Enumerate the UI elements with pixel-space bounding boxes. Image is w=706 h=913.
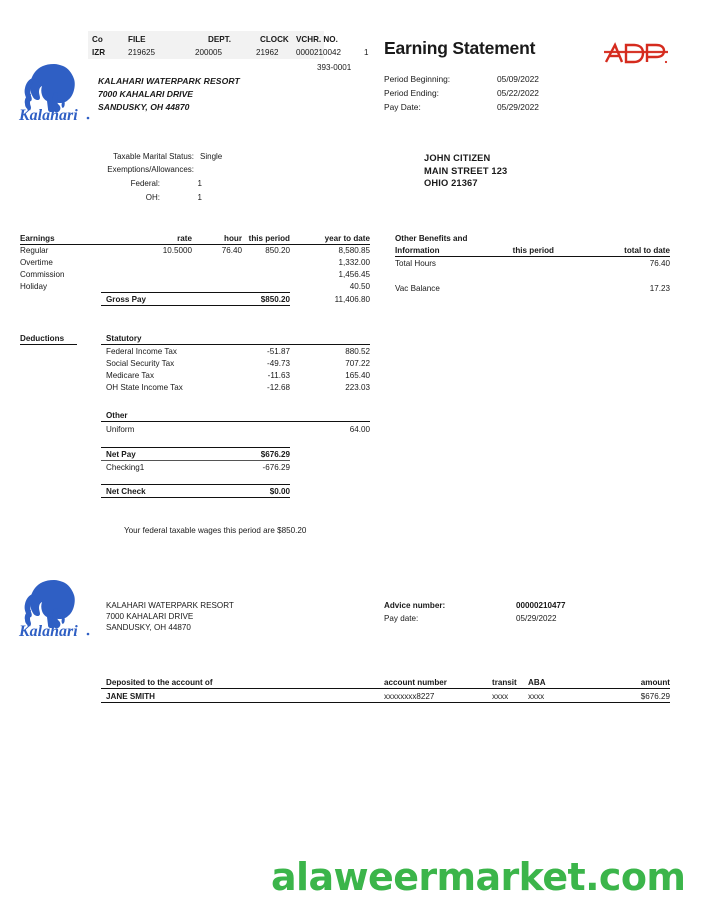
page-title: Earning Statement bbox=[384, 38, 536, 58]
employee-city-zip: OHIO 21367 bbox=[424, 178, 478, 189]
net-check-label: Net Check bbox=[106, 487, 146, 496]
earnings-row-name: Overtime bbox=[20, 258, 53, 267]
net-check-value: $0.00 bbox=[269, 487, 290, 496]
net-pay-bottom-rule bbox=[101, 460, 290, 461]
deposit-header-aba: ABA bbox=[528, 678, 546, 687]
net-pay-top-rule bbox=[101, 447, 290, 448]
earnings-header-rate: rate bbox=[177, 234, 192, 243]
deposit-header-rule bbox=[101, 688, 670, 689]
deduction-row-this-period: -51.87 bbox=[267, 347, 290, 356]
adp-logo bbox=[602, 40, 670, 68]
id-band-header-co: Co bbox=[92, 35, 103, 44]
other-benefits-header-total-to-date: total to date bbox=[624, 246, 670, 255]
kalahari-logo bbox=[18, 62, 92, 124]
other-deductions-rule bbox=[101, 421, 370, 422]
earnings-row-name: Commission bbox=[20, 270, 65, 279]
gross-pay-top-rule bbox=[101, 292, 290, 293]
id-band-value-clock: 21962 bbox=[256, 48, 279, 57]
deposit-header-amount: amount bbox=[640, 678, 670, 687]
deduction-row-name: OH State Income Tax bbox=[106, 383, 183, 392]
checking-label: Checking1 bbox=[106, 463, 145, 472]
deduction-row-this-period: -49.73 bbox=[267, 359, 290, 368]
earnings-header-label: Earnings bbox=[20, 234, 55, 243]
deposit-header-account-of: Deposited to the account of bbox=[106, 678, 213, 687]
period-beginning-value: 05/09/2022 bbox=[497, 74, 539, 84]
gross-pay-ytd: 11,406.80 bbox=[334, 295, 370, 304]
exemption-oh-label: OH: bbox=[145, 193, 160, 202]
earnings-row-name: Regular bbox=[20, 246, 49, 255]
earnings-header-year-to-date: year to date bbox=[324, 234, 370, 243]
other-benefits-header-this-period: this period bbox=[512, 246, 554, 255]
earnings-row-rate: 10.5000 bbox=[162, 246, 192, 255]
net-pay-value: $676.29 bbox=[260, 450, 290, 459]
taxable-marital-status-value: Single bbox=[200, 152, 223, 161]
deduction-row-ytd: 880.52 bbox=[345, 347, 370, 356]
period-ending-value: 05/22/2022 bbox=[497, 88, 539, 98]
voucher-company-city-state-zip: SANDUSKY, OH 44870 bbox=[106, 623, 191, 632]
deduction-row-name: Federal Income Tax bbox=[106, 347, 177, 356]
gross-pay-this-period: $850.20 bbox=[260, 295, 290, 304]
deposit-bottom-rule bbox=[101, 702, 670, 703]
id-band-value-file: 219625 bbox=[128, 48, 156, 57]
earnings-header-hour: hour bbox=[224, 234, 242, 243]
employee-address-block bbox=[424, 152, 507, 190]
checking-value: -676.29 bbox=[262, 463, 290, 472]
net-pay-label: Net Pay bbox=[106, 450, 136, 459]
earnings-row-name: Holiday bbox=[20, 282, 47, 291]
deduction-row-this-period: -12.68 bbox=[267, 383, 290, 392]
deduction-row-ytd: 165.40 bbox=[345, 371, 370, 380]
exemption-oh-value: 1 bbox=[197, 193, 202, 202]
exemption-federal-label: Federal: bbox=[130, 179, 160, 188]
deduction-row-name: Social Security Tax bbox=[106, 359, 175, 368]
id-band-header-file: FILE bbox=[128, 35, 146, 44]
voucher-company-name: KALAHARI WATERPARK RESORT bbox=[106, 601, 234, 610]
id-band-value-dept: 200005 bbox=[195, 48, 223, 57]
company-street: 7000 KAHALARI DRIVE bbox=[98, 89, 194, 99]
pay-date-value: 05/29/2022 bbox=[497, 102, 539, 112]
deduction-row-ytd: 707.22 bbox=[345, 359, 370, 368]
other-benefits-title-line2: Information bbox=[395, 246, 440, 255]
id-band-value-co: IZR bbox=[92, 48, 106, 57]
exemption-federal-value: 1 bbox=[197, 179, 202, 188]
employee-name: JOHN CITIZEN bbox=[424, 153, 491, 163]
gross-pay-bottom-rule bbox=[101, 305, 290, 306]
earnings-header-this-period: this period bbox=[248, 234, 290, 243]
period-beginning-label: Period Beginning: bbox=[384, 74, 451, 84]
id-band-header-clock: CLOCK bbox=[260, 35, 289, 44]
voucher-company-street: 7000 KAHALARI DRIVE bbox=[106, 612, 194, 621]
deposit-row-transit: xxxx bbox=[492, 692, 509, 701]
voucher-pay-date-value: 05/29/2022 bbox=[516, 614, 557, 623]
earnings-row-ytd: 8,580.85 bbox=[338, 246, 370, 255]
company-city-state-zip: SANDUSKY, OH 44870 bbox=[98, 102, 190, 112]
earnings-row-ytd: 40.50 bbox=[349, 282, 370, 291]
other-benefits-row-name: Vac Balance bbox=[395, 284, 440, 293]
statutory-header: Statutory bbox=[106, 334, 142, 343]
other-benefits-row-total: 17.23 bbox=[649, 284, 670, 293]
svg-text:Kalahari: Kalahari bbox=[19, 107, 78, 124]
id-band-header-vchr-no: VCHR. NO. bbox=[296, 35, 338, 44]
other-deduction-row-name: Uniform bbox=[106, 425, 135, 434]
other-benefits-title-line1: Other Benefits and bbox=[395, 234, 468, 243]
gross-pay-label: Gross Pay bbox=[106, 295, 147, 304]
other-benefits-row-total: 76.40 bbox=[649, 259, 670, 268]
deduction-row-ytd: 223.03 bbox=[345, 383, 370, 392]
deposit-row-aba: xxxx bbox=[528, 692, 545, 701]
advice-number-value: 00000210477 bbox=[516, 601, 566, 610]
deductions-header: Deductions bbox=[20, 334, 65, 343]
other-benefits-header-rule bbox=[395, 256, 670, 257]
other-deductions-header: Other bbox=[106, 411, 128, 420]
federal-taxable-wages-note: Your federal taxable wages this period are $850.20 bbox=[124, 526, 307, 535]
deposit-row-account-number: xxxxxxxx8227 bbox=[384, 692, 435, 701]
taxable-marital-status-label: Taxable Marital Status: bbox=[113, 152, 194, 161]
id-band-value-seq: 1 bbox=[364, 48, 369, 57]
deposit-header-transit: transit bbox=[492, 678, 517, 687]
net-check-bottom-rule bbox=[101, 497, 290, 498]
watermark-text: alaweermarket.com bbox=[271, 855, 686, 899]
earnings-row-ytd: 1,332.00 bbox=[338, 258, 370, 267]
id-band-header-dept: DEPT. bbox=[208, 35, 231, 44]
deposit-row-amount: $676.29 bbox=[640, 692, 670, 701]
employee-street: MAIN STREET 123 bbox=[424, 165, 508, 176]
exemptions-allowances-label: Exemptions/Allowances: bbox=[107, 165, 194, 174]
kalahari-logo-voucher bbox=[18, 578, 92, 640]
other-deduction-row-ytd: 64.00 bbox=[349, 425, 370, 434]
company-name: KALAHARI WATERPARK RESORT bbox=[98, 76, 240, 86]
advice-number-label: Advice number: bbox=[384, 601, 446, 610]
deduction-row-this-period: -11.63 bbox=[267, 371, 290, 380]
svg-text:Kalahari: Kalahari bbox=[19, 623, 78, 640]
earnings-row-this-period: 850.20 bbox=[265, 246, 290, 255]
period-ending-label: Period Ending: bbox=[384, 88, 439, 98]
net-check-top-rule bbox=[101, 484, 290, 485]
id-band-value-vchr-no: 0000210042 bbox=[296, 48, 342, 57]
voucher-pay-date-label: Pay date: bbox=[384, 614, 419, 623]
deposit-header-account-number: account number bbox=[384, 678, 447, 687]
deduction-row-name: Medicare Tax bbox=[106, 371, 154, 380]
id-band-sub-code: 393-0001 bbox=[317, 63, 352, 72]
deposit-row-name: JANE SMITH bbox=[106, 692, 156, 701]
earnings-row-hour: 76.40 bbox=[221, 246, 242, 255]
other-benefits-row-name: Total Hours bbox=[395, 259, 436, 268]
deductions-header-rule-right bbox=[101, 344, 370, 345]
earnings-row-ytd: 1,456.45 bbox=[338, 270, 370, 279]
deductions-header-rule-left bbox=[20, 344, 77, 345]
pay-date-label: Pay Date: bbox=[384, 102, 421, 112]
